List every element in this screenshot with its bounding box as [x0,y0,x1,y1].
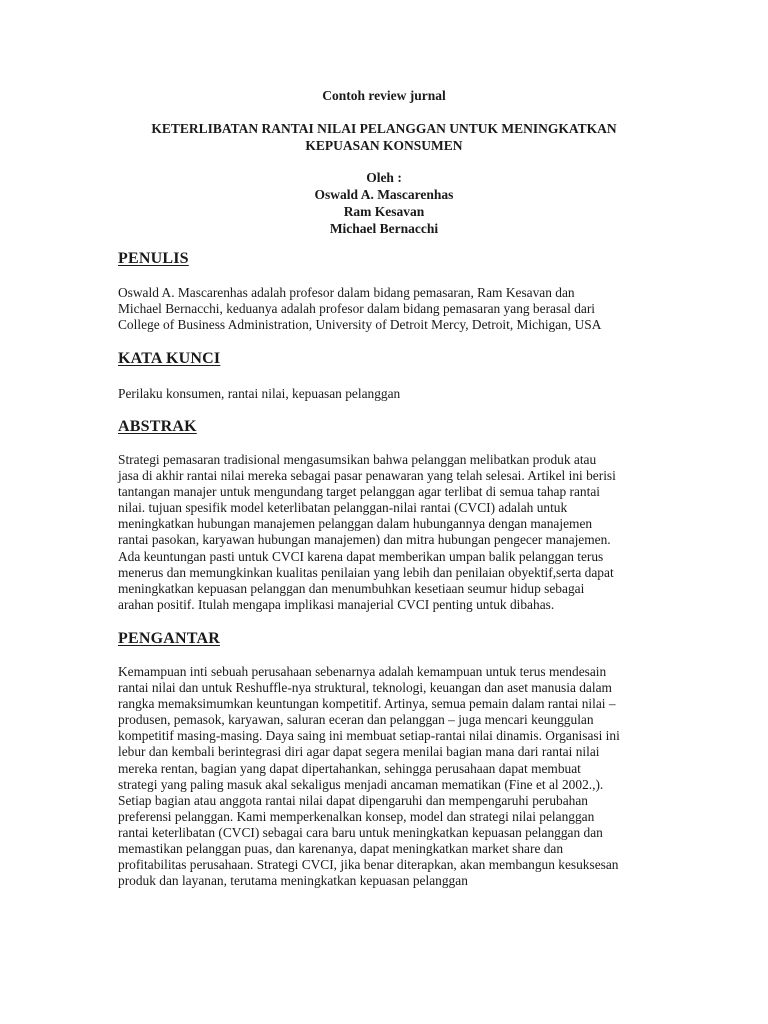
section-heading-kata-kunci: KATA KUNCI [118,350,221,367]
section-body-abstrak [118,452,658,613]
title-line-2: KEPUASAN KONSUMEN [305,138,463,153]
text-line: Oswald A. Mascarenhas adalah profesor dalam bidang pemasaran, Ram Kesavan dan [118,285,575,300]
text-line: lebur dan kembali berintegrasi diri agar dapat segera menilai bagian mana dari rantai nilai [118,744,600,760]
text-line: rantai pasokan, karyawan hubungan manajemen) dan mitra hubungan pengecer manajemen. [118,532,611,548]
title-line-1: KETERLIBATAN RANTAI NILAI PELANGGAN UNTUK MENINGKATKAN [151,121,617,136]
section-heading-pengantar: PENGANTAR [118,630,220,647]
text-line: profitabilitas perusahaan. Strategi CVCI, jika benar diterapkan, akan membangun kesuksesan [118,857,619,873]
text-line: strategi yang paling masuk akal sekaligus menjadi ancaman mematikan (Fine et al 2002.,). [118,776,604,792]
text-line: preferensi pelanggan. Kami memperkenalkan konsep, model dan strategi nilai pelanggan [118,808,595,824]
author-1: Oswald A. Mascarenhas [314,187,454,202]
text-line: rangka memaksimumkan keuntungan kompetitif. Artinya, semua pemain dalam rantai nilai – [118,696,616,712]
text-line: produsen, pemasok, karyawan, saluran eceran dan pelanggan – juga mencari keunggulan [118,712,594,728]
text-line: Setiap bagian atau anggota rantai nilai dapat dipengaruhi dan mempengaruhi perubahan [118,792,588,808]
text-line: arahan positif. Itulah mengapa implikasi manajerial CVCI penting untuk dibahas. [118,596,555,612]
text-line: meningkatkan kepuasan pelanggan dan menumbuhkan kesetiaan seumur hidup sebagai [118,580,585,596]
text-line: Michael Bernacchi, keduanya adalah profesor dalam bidang pemasaran yang berasal dari [118,301,596,317]
text-line: nilai. tujuan spesifik model keterlibatan pelanggan-nilai rantai (CVCI) adalah untuk [118,500,568,516]
text-line: Perilaku konsumen, rantai nilai, kepuasan pelanggan [118,386,401,401]
section-body-pengantar [118,664,658,889]
text-line: College of Business Administration, University of Detroit Mercy, Detroit, Michigan, USA [118,317,602,333]
author-2: Ram Kesavan [343,204,425,219]
section-body-kata-kunci [118,386,658,402]
document-label: Contoh review jurnal [322,88,446,103]
text-line: memastikan pelanggan puas, dan karenanya, dapat meningkatkan market share dan [118,841,564,857]
text-line: rantai keterlibatan (CVCI) sebagai cara baru untuk meningkatkan kepuasan pelanggan dan [118,824,603,840]
text-line: menerus dan memungkinkan kualitas penilaian yang lebih dan penilaian obyektif,serta dapat [118,564,614,580]
text-line: kompetitif masing-masing. Daya saing ini membuat setiap-rantai nilai dinamis. Organisasi ini [118,728,620,744]
author-3: Michael Bernacchi [329,221,439,236]
text-line: rantai nilai dan untuk Reshuffle-nya struktural, teknologi, keuangan dan aset manusia dalam [118,680,612,696]
text-line: jasa di akhir rantai nilai mereka sebagai pasar penawaran yang telah selesai. Artikel ini berisi [118,468,616,484]
section-heading-abstrak: ABSTRAK [118,418,197,435]
text-line: Kemampuan inti sebuah perusahaan sebenarnya adalah kemampuan untuk terus mendesain [118,664,607,679]
text-line: Strategi pemasaran tradisional mengasumsikan bahwa pelanggan melibatkan produk atau [118,452,597,467]
by-label: Oleh : [366,170,402,185]
text-line: tantangan manajer untuk mengundang target pelanggan agar terlibat di semua tahap rantai [118,484,601,500]
section-body-penulis [118,285,658,333]
text-line: Ada keuntungan pasti untuk CVCI karena dapat memberikan umpan balik pelanggan terus [118,548,604,564]
text-line: meningkatkan hubungan manajemen pelanggan dalam hubungannya dengan manajemen [118,516,593,532]
text-line: produk dan layanan, terutama meningkatkan kepuasan pelanggan [118,873,468,889]
text-line: mereka rentan, bagian yang dapat dipertahankan, sehingga perusahaan dapat membuat [118,760,581,776]
section-heading-penulis: PENULIS [118,250,189,267]
